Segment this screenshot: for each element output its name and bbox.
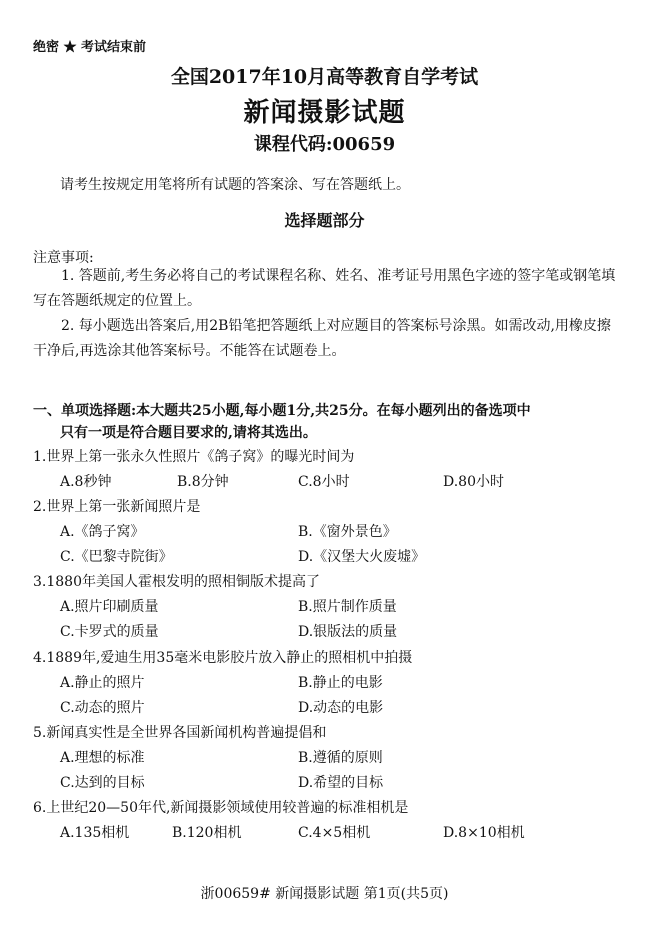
option: C.达到的目标	[60, 775, 145, 791]
secret-label: 绝密 ★ 考试结束前	[33, 40, 147, 55]
option: B.《窗外景色》	[298, 524, 397, 540]
option: A.8秒钟	[60, 474, 112, 490]
option: C.卡罗式的质量	[60, 624, 159, 640]
notice-label: 注意事项:	[33, 250, 94, 266]
notice-item-2: 2. 每小题选出答案后,用2B铅笔把答题纸上对应题目的答案标号涂黑。如需改动,用橡皮擦干净后,再选涂其他答案标号。不能答在试题卷上。	[33, 318, 611, 359]
section-title: 选择题部分	[284, 211, 365, 230]
option: A.《鸽子窝》	[60, 524, 145, 540]
option: D.《汉堡大火废墟》	[298, 549, 426, 565]
option: D.希望的目标	[298, 775, 384, 791]
option: C.8小时	[298, 474, 350, 490]
question-stem: 3.1880年美国人霍根发明的照相铜版术提高了	[33, 574, 320, 590]
part-one-heading: 一、单项选择题:本大题共25小题,每小题1分,共25分。在每小题列出的备选项中	[33, 403, 531, 419]
page-footer: 浙00659# 新闻摄影试题 第1页(共5页)	[200, 886, 449, 902]
option: B.120相机	[172, 825, 242, 841]
option: C.《巴黎寺院街》	[60, 549, 173, 565]
course-code: 课程代码:00659	[253, 134, 396, 155]
option: A.静止的照片	[60, 675, 145, 691]
subject-title: 新闻摄影试题	[243, 98, 406, 128]
option: D.银版法的质量	[298, 624, 398, 640]
question-stem: 4.1889年,爱迪生用35毫米电影胶片放入静止的照相机中拍摄	[33, 650, 413, 666]
exam-title: 全国2017年10月高等教育自学考试	[170, 66, 479, 88]
part-one-heading-cont: 只有一项是符合题目要求的,请将其选出。	[60, 425, 317, 441]
notice-item-1: 1. 答题前,考生务必将自己的考试课程名称、姓名、准考证号用黑色字迹的签字笔或钢笔填写在答题纸规定的位置上。	[33, 268, 616, 309]
option: B.8分钟	[177, 474, 229, 490]
option: C.4×5相机	[298, 825, 371, 841]
question-stem: 1.世界上第一张永久性照片《鸽子窝》的曝光时间为	[33, 449, 355, 465]
question-stem: 2.世界上第一张新闻照片是	[33, 499, 201, 515]
option: B.照片制作质量	[298, 599, 397, 615]
option: B.遵循的原则	[298, 750, 383, 766]
option: A.照片印刷质量	[60, 599, 159, 615]
question-stem: 6.上世纪20—50年代,新闻摄影领域使用较普遍的标准相机是	[33, 800, 409, 816]
option: A.理想的标准	[60, 750, 145, 766]
option: D.8×10相机	[443, 825, 525, 841]
question-stem: 5.新闻真实性是全世界各国新闻机构普遍提倡和	[33, 725, 327, 741]
option: D.动态的电影	[298, 700, 384, 716]
instruction-text: 请考生按规定用笔将所有试题的答案涂、写在答题纸上。	[60, 177, 410, 193]
option: B.静止的电影	[298, 675, 383, 691]
option: C.动态的照片	[60, 700, 145, 716]
option: A.135相机	[60, 825, 130, 841]
option: D.80小时	[443, 474, 504, 490]
